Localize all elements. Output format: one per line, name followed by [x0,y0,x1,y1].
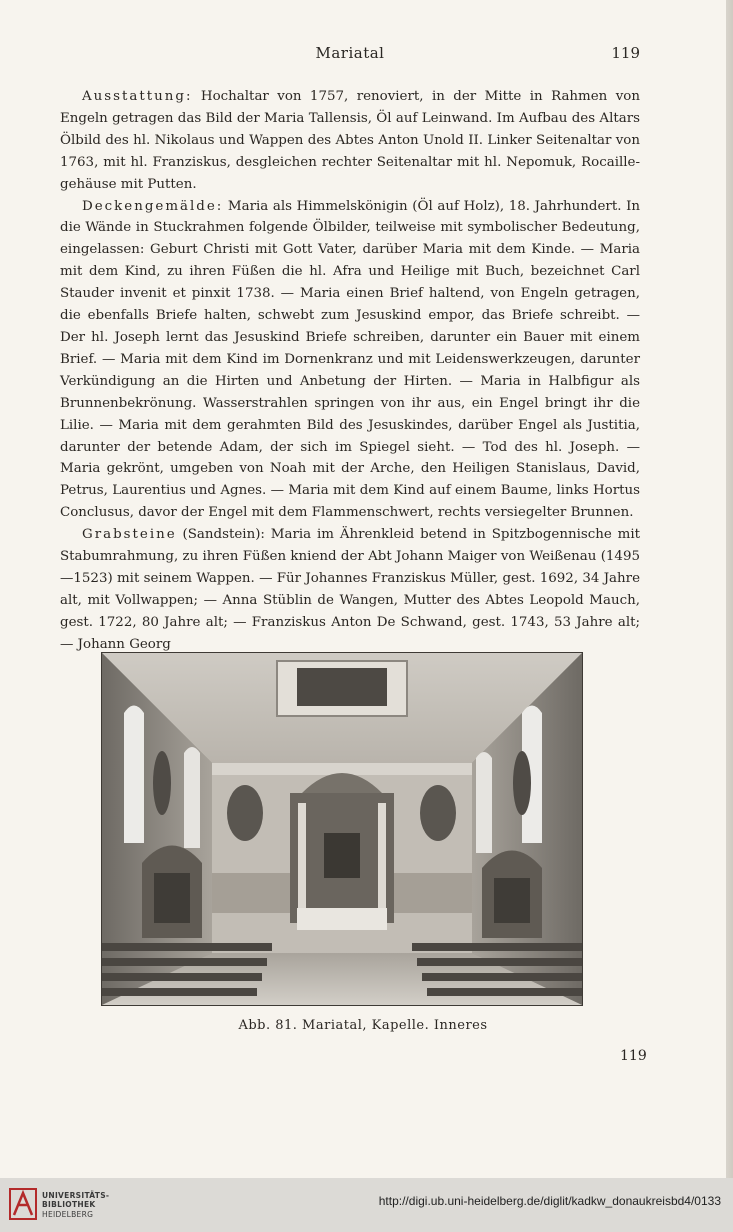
running-head [60,44,640,66]
paragraph-text: Hochaltar von 1757, renoviert, in der Mitte in Rahmen von Engeln getragen das Bild der Maria Tallensis, Öl auf Leinwand. Im Aufbau des Altars Ölbild des hl. Nikolaus und Wappen des Abtes Anton Unold II. Linker Seitenaltar von 1763, mit hl. Franziskus, desgleichen rechter Seitenaltar mit hl. Nepomuk, Rocaillegehäuse mit Putten. [60,89,640,192]
paragraph-text: (Sandstein): Maria im Ährenkleid betend in Spitzbogennische mit Stabumrahmung, zu ihren Füßen kniend der Abt Johann Maiger von Weißenau (1495—1523) mit seinem Wappen. — Für Johannes Franziskus Müller, gest. 1692, 34 Jahre alt, mit Vollwappen; — Anna Stüblin de Wangen, Mutter des Abtes Leopold Mauch, gest. 1722, 80 Jahre alt; — Franziskus Anton De Schwand, gest. 1743, 53 Jahre alt; — Johann Georg [60,527,640,652]
library-name-line2: BIBLIOTHEK [42,1200,96,1210]
paragraph-grabsteine [60,524,640,655]
page-number-bottom: 119 [620,1048,647,1064]
university-library-logo[interactable] [8,1187,38,1221]
heidelberg-logo-icon [8,1187,38,1221]
figure-caption: Abb. 81. Mariatal, Kapelle. Inneres [238,1018,488,1033]
body-text [60,86,640,656]
library-name-line1: UNIVERSITÄTS- [42,1191,110,1200]
source-url[interactable]: http://digi.ub.uni-heidelberg.de/diglit/kadkw_donaukreisbd4/0133 [378,1194,721,1208]
figure-photo-chapel-interior [101,652,583,1006]
running-title: Mariatal [315,44,385,62]
chapel-photo [102,653,582,1005]
page-edge [726,0,733,1178]
paragraph-lead: Ausstattung: [82,89,193,104]
library-name [42,1191,109,1219]
paragraph-deckengemaelde [60,196,640,525]
paragraph-lead: Deckengemälde: [82,198,224,214]
library-name-line3: HEIDELBERG [42,1209,94,1219]
paragraph-lead: Grabsteine [82,527,177,543]
paragraph-text: Maria als Himmelskönigin (Öl auf Holz), 18. Jahrhundert. In die Wände in Stuckrahmen folgende Ölbilder, teilweise mit symbolischer Bedeutung, eingelassen: Geburt Christi mit Gott Vater, darüber Maria mit dem Kinde. — Maria mit dem Kind, zu ihren Füßen die hl. Afra und Heilige mit Buch, bezeichnet Carl Stauder invenit et pinxit 1738. — Maria einen Brief haltend, von Engeln getragen, die ebenfalls Briefe halten, schwebt zum Jesuskind empor, das Briefe schreibt. — Der hl. Joseph lernt das Jesuskind Briefe schreiben, darunter ein Bauer mit einem Brief. — Maria mit dem Kind im Dornenkranz und mit Leidenswerkzeugen, darunter Verkündigung an die Hirten und Anbetung der Hirten. — Maria in Halbfigur als Brunnenbekrönung. Wasserstrahlen springen von ihr aus, ein Engel bringt ihr die Lilie. — Maria mit dem gerahmten Bild des Jesuskindes, darüber Engel als Justitia, darunter der betende Adam, der sich im Spiegel sieht. — Tod des hl. Joseph. — Maria gekrönt, umgeben von Noah mit der Arche, den Heiligen Stanislaus, David, Petrus, Laurentius und Agnes. — Maria mit dem Kind auf einem Baume, links Hortus Conclusus, davor der Engel mit dem Flammenschwert, rechts versiegelter Brunnen. [60,198,640,521]
page-number-top: 119 [611,44,640,62]
paragraph-ausstattung [60,86,640,196]
viewer-footer [0,1178,733,1232]
